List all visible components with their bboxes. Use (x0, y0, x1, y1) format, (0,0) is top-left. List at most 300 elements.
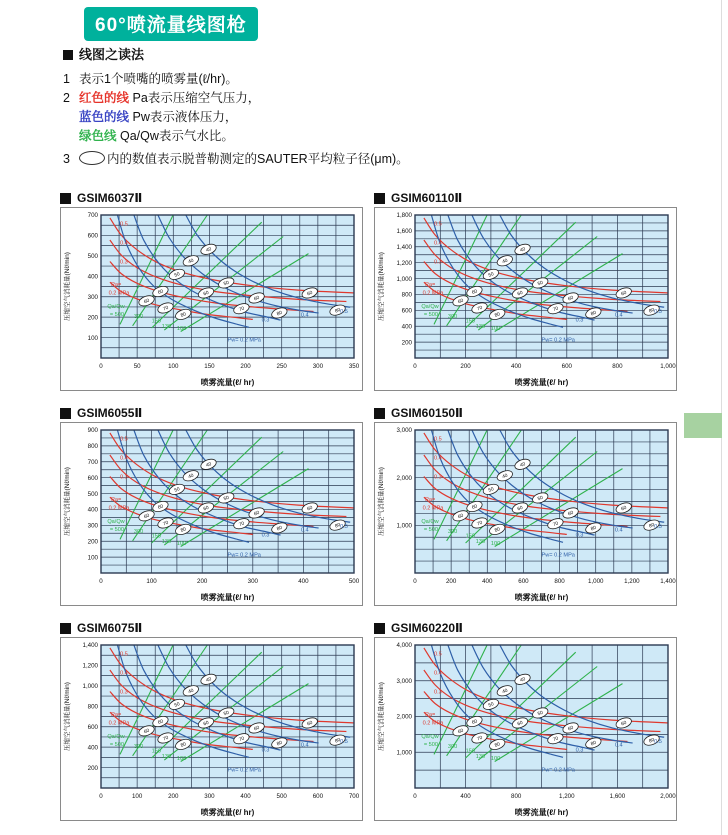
curve-label: Pa= (425, 281, 436, 288)
chart-heading (60, 191, 366, 205)
x-tick-label: 200 (240, 363, 251, 370)
flow-chart-gsim6075 (61, 638, 362, 820)
curve-label: 0.5 (654, 523, 662, 530)
x-tick-label: 800 (511, 793, 522, 800)
x-tick-label: 600 (561, 363, 572, 370)
sauter-value: 60 (157, 289, 165, 296)
guide-heading-text: 线图之读法 (79, 47, 145, 62)
guide-item (63, 89, 623, 108)
y-tick-label: 3,000 (396, 677, 412, 685)
y-axis-title: 压缩空气消耗量(Nℓ/min) (378, 252, 385, 321)
sauter-value: 80 (590, 525, 598, 533)
chart-section-gsim6075 (60, 621, 366, 821)
sauter-value: 60 (143, 298, 151, 306)
curve-label: 100 (490, 326, 501, 333)
curve-label: Pa= (111, 496, 122, 503)
curve-label: Qa/Qw (421, 733, 439, 740)
curve-label: 0.3 (433, 474, 442, 481)
curve-label: 100 (490, 541, 501, 548)
x-tick-label: 400 (482, 578, 493, 585)
curve-label: Pa= (111, 711, 122, 718)
y-axis-title: 压缩空气消耗量(Nℓ/min) (378, 682, 385, 751)
curve-label: 0.5 (119, 651, 128, 658)
guide-item-text: 表示1个喷嘴的喷雾量(ℓ/hr)。 (79, 72, 238, 86)
sauter-value: 60 (517, 290, 524, 298)
sauter-value: 40 (205, 462, 213, 469)
x-tick-label: 400 (511, 363, 522, 370)
curve-label: Pw= 0.2 MPa (541, 337, 575, 344)
curve-label: 0.5 (119, 436, 128, 443)
x-tick-label: 1,200 (624, 578, 640, 585)
page-title: 60°喷流量线图枪 (84, 7, 258, 41)
sauter-value: 50 (537, 280, 545, 288)
x-axis-title: 喷雾流量(ℓ/ hr) (200, 808, 255, 817)
sauter-value: 60 (253, 295, 261, 303)
curve-label: Pa= (425, 496, 436, 503)
x-axis-title: 喷雾流量(ℓ/ hr) (200, 378, 255, 387)
y-axis-title: 压缩空气消耗量(Nℓ/min) (64, 682, 71, 751)
flow-chart-svg (61, 638, 362, 820)
sauter-value: 80 (648, 522, 656, 530)
sauter-value: 60 (457, 298, 465, 306)
curve-label: 0.3 (261, 747, 270, 754)
sauter-value: 60 (471, 289, 479, 296)
curve-label: 0.3 (575, 747, 584, 754)
x-tick-label: 300 (312, 363, 324, 370)
sauter-value: 50 (487, 272, 495, 279)
y-tick-label: 1,200 (82, 662, 98, 670)
y-tick-label: 1,800 (396, 212, 412, 220)
sauter-value: 40 (519, 462, 527, 469)
curve-label: Qa/Qw (421, 303, 439, 310)
section-tab (684, 413, 722, 438)
curve-label: 0.4 (433, 670, 442, 677)
curve-label: 130 (161, 753, 172, 760)
y-tick-label: 400 (87, 273, 98, 281)
x-tick-label: 200 (197, 578, 208, 585)
chart-section-gsim60220 (374, 621, 680, 821)
x-tick-label: 0 (413, 793, 417, 800)
x-tick-label: 600 (518, 578, 529, 585)
sauter-value: 80 (494, 742, 502, 749)
curve-label: 0.3 (575, 532, 584, 539)
curve-label: 0.4 (119, 240, 128, 247)
sauter-value: 80 (648, 737, 656, 745)
curve-label: Pw= 0.2 MPa (541, 767, 575, 774)
sauter-value: 70 (238, 736, 246, 744)
y-tick-label: 100 (87, 554, 98, 562)
y-tick-label: 2,000 (396, 474, 412, 482)
x-tick-label: 500 (348, 578, 360, 585)
y-tick-label: 1,000 (396, 749, 412, 757)
y-tick-label: 200 (87, 538, 98, 546)
curve-label: 100 (490, 756, 501, 763)
sauter-value: 60 (253, 510, 261, 518)
curve-label: 150 (465, 533, 475, 540)
sauter-value: 40 (205, 677, 213, 684)
y-tick-label: 4,000 (396, 642, 412, 650)
sauter-value: 40 (187, 473, 195, 481)
y-tick-label: 500 (87, 253, 98, 261)
sauter-value: 60 (143, 728, 151, 736)
sauter-value: 60 (620, 505, 628, 513)
curve-label: 0.5 (654, 738, 662, 745)
curve-label: 300 (133, 528, 144, 535)
x-tick-label: 2,000 (660, 793, 676, 800)
sauter-value: 70 (238, 521, 246, 529)
y-tick-label: 300 (87, 293, 98, 301)
curve-label: 100 (176, 326, 187, 333)
chart-model-label: GSIM6075Ⅱ (77, 621, 143, 635)
curve-label: = 500 (109, 741, 125, 748)
y-tick-label: 700 (87, 458, 98, 466)
chart-frame (60, 637, 363, 821)
x-tick-label: 200 (168, 793, 179, 800)
sauter-value: 80 (180, 312, 188, 319)
y-axis-title: 压缩空气消耗量(Nℓ/min) (64, 252, 71, 321)
curve-label: 0.4 (614, 312, 623, 319)
chart-heading (374, 406, 680, 420)
x-tick-label: 1,000 (587, 578, 604, 585)
sauter-value: 50 (173, 702, 181, 709)
curve-label: 100 (176, 756, 187, 763)
curve-label: 150 (151, 318, 161, 325)
square-bullet-icon (60, 193, 71, 204)
sauter-value: 40 (501, 258, 509, 266)
sauter-value: 50 (487, 487, 495, 494)
y-tick-label: 1,400 (396, 243, 412, 251)
curve-label: 0.2 MPa (422, 720, 444, 727)
y-tick-label: 200 (401, 339, 412, 347)
curve-label: 0.2 MPa (108, 505, 130, 512)
sauter-value: 60 (517, 505, 524, 513)
curve-label: 0.5 (433, 221, 442, 228)
curve-label: 130 (475, 753, 486, 760)
curve-label: 300 (133, 313, 144, 320)
square-bullet-icon (63, 50, 73, 60)
x-tick-label: 1,600 (609, 793, 626, 800)
sauter-value: 50 (173, 487, 181, 494)
guide-item-number: 2 (63, 91, 70, 105)
y-tick-label: 1,600 (396, 228, 412, 236)
chart-model-label: GSIM60220Ⅱ (391, 621, 463, 635)
x-axis-title: 喷雾流量(ℓ/ hr) (514, 378, 569, 387)
x-tick-label: 300 (247, 578, 258, 585)
curve-label: Pw= 0.2 MPa (227, 552, 261, 559)
y-tick-label: 200 (87, 314, 98, 322)
curve-label: 0.4 (433, 240, 442, 247)
curve-label: Qa/Qw (421, 518, 439, 525)
sauter-value: 60 (567, 510, 575, 518)
ellipse-symbol-icon (79, 151, 105, 165)
sauter-value: 50 (223, 495, 231, 503)
sauter-value: 50 (537, 710, 545, 718)
sauter-value: 50 (223, 280, 231, 288)
flow-chart-svg (375, 638, 676, 820)
chart-section-gsim60150 (374, 406, 680, 606)
curve-label: 150 (465, 318, 475, 325)
sauter-value: 70 (552, 306, 560, 314)
x-tick-label: 1,400 (660, 578, 676, 585)
sauter-value: 60 (203, 720, 210, 728)
chart-model-label: GSIM6055Ⅱ (77, 406, 143, 420)
curve-label: 150 (465, 748, 475, 755)
sauter-value: 60 (620, 720, 628, 728)
curve-label: = 500 (423, 741, 439, 748)
sauter-value: 50 (223, 710, 231, 718)
chart-model-label: GSIM60150Ⅱ (391, 406, 463, 420)
curve-label: Pa= (111, 281, 122, 288)
x-tick-label: 400 (240, 793, 251, 800)
y-tick-label: 1,200 (396, 259, 412, 267)
y-tick-label: 1,000 (396, 522, 412, 530)
guide-heading (63, 44, 623, 63)
flow-chart-gsim60150 (61, 423, 362, 605)
y-tick-label: 600 (401, 307, 412, 315)
curve-label: 0.3 (119, 259, 128, 266)
sauter-value: 80 (276, 310, 284, 318)
curve-label: 0.5 (340, 308, 348, 315)
curve-label: Qa/Qw (107, 733, 125, 740)
curve-label: 0.4 (300, 312, 309, 319)
curve-label: 0.5 (654, 308, 662, 315)
x-tick-label: 150 (204, 363, 215, 370)
curve-label: 0.5 (433, 651, 442, 658)
y-tick-label: 100 (87, 334, 98, 342)
square-bullet-icon (374, 623, 385, 634)
sauter-value: 40 (205, 247, 213, 254)
curve-label: 0.4 (119, 455, 128, 462)
y-tick-label: 700 (87, 212, 98, 220)
x-tick-label: 200 (460, 363, 471, 370)
sauter-value: 40 (501, 688, 509, 696)
y-tick-label: 900 (87, 427, 98, 435)
x-axis-title: 喷雾流量(ℓ/ hr) (200, 593, 255, 602)
y-tick-label: 1,000 (396, 275, 412, 283)
sauter-value: 60 (157, 719, 165, 726)
sauter-value: 60 (203, 290, 210, 298)
sauter-value: 70 (476, 520, 484, 528)
curve-label: Qa/Qw (107, 303, 125, 310)
curve-label: = 500 (423, 311, 439, 318)
guide-item (63, 127, 623, 146)
y-tick-label: 500 (87, 490, 98, 498)
curve-label: 0.5 (119, 221, 128, 228)
curve-label: 300 (447, 313, 458, 320)
y-tick-label: 300 (87, 522, 98, 530)
sauter-value: 60 (517, 720, 524, 728)
x-tick-label: 400 (298, 578, 309, 585)
sauter-value: 60 (306, 720, 314, 728)
guide-item (63, 150, 623, 169)
curve-label: 0.4 (614, 742, 623, 749)
curve-label: = 500 (109, 526, 125, 533)
curve-label: 0.5 (433, 436, 442, 443)
sauter-value: 70 (162, 735, 170, 743)
curve-label: 0.4 (433, 455, 442, 462)
curve-label: 0.3 (119, 474, 128, 481)
y-tick-label: 1,000 (82, 683, 98, 691)
curve-label: 0.5 (340, 523, 348, 530)
sauter-value: 60 (620, 290, 628, 298)
x-tick-label: 0 (413, 578, 417, 585)
square-bullet-icon (374, 408, 385, 419)
sauter-value: 80 (334, 307, 342, 315)
sauter-value: 80 (648, 307, 656, 315)
sauter-value: 70 (162, 520, 170, 528)
sauter-value: 80 (334, 522, 342, 530)
chart-heading (374, 191, 680, 205)
sauter-value: 60 (471, 504, 479, 511)
y-tick-label: 600 (87, 723, 98, 731)
curve-label: 300 (133, 743, 144, 750)
curve-label: 0.2 MPa (422, 505, 444, 512)
curve-label: = 500 (109, 311, 125, 318)
curve-label: 130 (475, 323, 486, 330)
x-tick-label: 800 (612, 363, 623, 370)
curve-label: 300 (447, 743, 458, 750)
sauter-value: 50 (173, 272, 181, 279)
chart-section-gsim6055 (60, 406, 366, 606)
flow-chart-svg (375, 423, 676, 605)
chart-frame (60, 422, 363, 606)
chart-section-gsim60110 (374, 191, 680, 391)
x-tick-label: 500 (276, 793, 287, 800)
sauter-value: 70 (476, 735, 484, 743)
chart-heading (374, 621, 680, 635)
square-bullet-icon (374, 193, 385, 204)
curve-label: 0.3 (261, 532, 270, 539)
curve-label: 130 (161, 323, 172, 330)
sauter-value: 60 (306, 290, 314, 298)
flow-chart-svg (375, 208, 676, 390)
flow-chart-gsim60150 (375, 423, 676, 605)
curve-label: 130 (475, 538, 486, 545)
curve-label: 0.2 MPa (422, 290, 444, 297)
chart-frame (374, 207, 677, 391)
x-tick-label: 700 (348, 793, 360, 800)
y-axis-title: 压缩空气消耗量(Nℓ/min) (378, 467, 385, 536)
sauter-value: 50 (487, 702, 495, 709)
guide-item-text: 蓝色的线 Pw表示液体压力， (79, 110, 238, 124)
guide-item-number (63, 108, 79, 127)
sauter-value: 60 (567, 725, 575, 733)
x-tick-label: 250 (276, 363, 287, 370)
curve-label: 0.3 (433, 689, 442, 696)
sauter-value: 60 (203, 505, 210, 513)
y-axis-title: 压缩空气消耗量(Nℓ/min) (64, 467, 71, 536)
sauter-value: 80 (180, 527, 188, 534)
y-tick-label: 3,000 (396, 427, 412, 435)
guide-items (63, 70, 623, 169)
x-tick-label: 200 (445, 578, 457, 585)
y-tick-label: 600 (87, 474, 98, 482)
sauter-value: 70 (476, 305, 484, 313)
sauter-value: 40 (519, 247, 527, 254)
curve-label: Pw= 0.2 MPa (227, 337, 261, 344)
curve-label: 130 (161, 538, 172, 545)
curve-label: 100 (176, 541, 187, 548)
flow-chart-gsim60110 (375, 208, 676, 390)
chart-frame (374, 637, 677, 821)
y-tick-label: 800 (401, 291, 412, 299)
guide-item (63, 108, 623, 127)
x-tick-label: 0 (413, 363, 417, 370)
curve-label: 0.4 (300, 742, 309, 749)
chart-frame (374, 422, 677, 606)
sauter-value: 80 (590, 740, 598, 748)
guide-item-number: 1 (63, 72, 70, 86)
curve-label: 0.4 (300, 527, 309, 534)
x-tick-label: 600 (312, 793, 324, 800)
sauter-value: 70 (552, 736, 560, 744)
sauter-value: 80 (334, 737, 342, 745)
curve-label: 0.3 (433, 259, 442, 266)
x-tick-label: 100 (168, 363, 179, 370)
flow-chart-gsim6037 (61, 208, 362, 390)
guide-item-text: 内的数值表示脱普勒测定的SAUTER平均粒子径(μm)。 (79, 150, 623, 169)
square-bullet-icon (60, 408, 71, 419)
sauter-value: 70 (162, 305, 170, 313)
flow-chart-svg (61, 423, 362, 605)
chart-heading (60, 621, 366, 635)
sauter-value: 40 (519, 677, 527, 684)
curve-label: 0.4 (614, 527, 623, 534)
curve-label: Pw= 0.2 MPa (541, 552, 575, 559)
curve-label: Pw= 0.2 MPa (227, 767, 261, 774)
x-tick-label: 100 (131, 793, 143, 800)
sauter-value: 70 (238, 306, 246, 314)
sauter-value: 40 (187, 688, 195, 696)
sauter-value: 60 (253, 725, 261, 733)
y-tick-label: 200 (87, 764, 98, 772)
curve-label: Qa/Qw (107, 518, 125, 525)
square-bullet-icon (60, 623, 71, 634)
sauter-value: 60 (567, 295, 575, 303)
y-tick-label: 1,400 (82, 642, 98, 650)
curve-label: 0.3 (119, 689, 128, 696)
y-tick-label: 400 (401, 323, 412, 331)
curve-label: 0.3 (261, 317, 270, 324)
guide-item-number (63, 127, 79, 146)
sauter-value: 40 (187, 258, 195, 266)
sauter-value: 60 (306, 505, 314, 513)
x-tick-label: 1,200 (559, 793, 575, 800)
sauter-value: 60 (157, 504, 165, 511)
x-tick-label: 300 (204, 793, 215, 800)
x-tick-label: 1,000 (660, 363, 676, 370)
curve-label: = 500 (423, 526, 439, 533)
sauter-value: 60 (143, 513, 151, 521)
x-tick-label: 800 (554, 578, 565, 585)
curve-label: 150 (151, 533, 161, 540)
sauter-value: 60 (457, 513, 465, 521)
x-tick-label: 0 (99, 578, 103, 585)
flow-chart-svg (61, 208, 362, 390)
sauter-value: 80 (276, 740, 284, 748)
sauter-value: 80 (180, 742, 188, 749)
sauter-value: 50 (537, 495, 545, 503)
curve-label: 0.2 MPa (108, 290, 130, 297)
chart-model-label: GSIM6037Ⅱ (77, 191, 143, 205)
x-tick-label: 350 (348, 363, 360, 370)
curve-label: 150 (151, 748, 161, 755)
guide-item (63, 70, 623, 89)
curve-label: Pa= (425, 711, 436, 718)
sauter-value: 40 (501, 473, 509, 481)
curve-label: 0.2 MPa (108, 720, 130, 727)
chart-frame (60, 207, 363, 391)
